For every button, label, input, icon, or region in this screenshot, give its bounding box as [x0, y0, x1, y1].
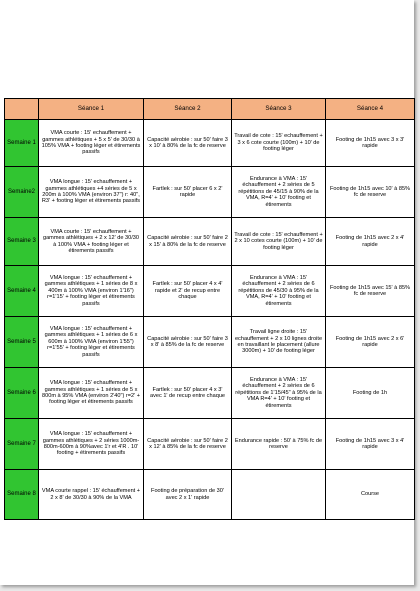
- table-cell: Travail de cote : 15' echauffement + 2 x 10 cotes courte (100m) + 10' de footing léger: [232, 218, 326, 266]
- table-row: [5, 266, 415, 317]
- table-cell: Fartlek : sur 50' placer 4 x 3' avec 1' de recup entre chaque: [144, 368, 232, 419]
- table-cell: VMA longue : 15' echauffement + gammes athlétiques + 2 séries 1000m-800m-600m à 90%avec 1'r et 4'R . 10' footing + étirements passifs: [39, 419, 144, 470]
- table-row: [5, 419, 415, 470]
- week-label: Semaine 7: [5, 419, 39, 470]
- week-label: Semaine 5: [5, 317, 39, 368]
- week-label: Semaine 8: [5, 470, 39, 520]
- table-cell: VMA longue : 15' echauffement + gammes athlétiques + 1 séries de 5 x 800m à 95% VMA (environ 2'40") r=2' + footing léger et étirements passifs: [39, 368, 144, 419]
- table-cell: Footing de 1h: [326, 368, 415, 419]
- table-row: [5, 167, 415, 218]
- table-cell: Fartlek : sur 50' placer 4 x 4' rapide et 2' de recup entre chaque: [144, 266, 232, 317]
- week-label: Semaine 4: [5, 266, 39, 317]
- table-cell: Course: [326, 470, 415, 520]
- table-cell: Travail de cote : 15' echauffement + 3 x 6 cote courte (100m) + 10' de footing léger: [232, 120, 326, 167]
- table-cell: VMA longue : 15' echauffement + gammes athlétiques + 1 séries de 8 x 400m à 100% VMA (environ 1'16") r=1'15' + footing léger et étirements passifs: [39, 266, 144, 317]
- table-cell: Travail ligne droite : 15' echauffement + 2 x 10 lignes droite en travaillant le placement (allure 3000m) + 10' de footing léger: [232, 317, 326, 368]
- table-cell: VMA courte : 15' echauffement + gammes athlétiques + 2 x 12' de 30/30 à 100% VMA + footing léger et étirements passifs: [39, 218, 144, 266]
- header-seance-2: Séance 2: [144, 99, 232, 120]
- table-row: [5, 317, 415, 368]
- table-row: [5, 470, 415, 520]
- table-row: [5, 120, 415, 167]
- table-cell: Endurance à VMA : 15' échauffement + 2 séries de 6 répétitions de 1'15/45" à 95% de la VMA R=4' + 10' footing et étirements: [232, 368, 326, 419]
- table-cell: [232, 470, 326, 520]
- table-cell: Capacité aérobie : sur 50' faire 3 x 10' à 80% de la fc de reserve: [144, 120, 232, 167]
- week-label: Semaine 6: [5, 368, 39, 419]
- table-cell: Footing de 1h15 avec 3 x 4' rapide: [326, 419, 415, 470]
- week-label: Semaine 1: [5, 120, 39, 167]
- week-label: Semaine 3: [5, 218, 39, 266]
- table-cell: Endurance à VMA : 15' échauffement + 2 séries de 5 répétitions de 45/15 à 90% de la VMA, R=4' + 10' footing et étirements: [232, 167, 326, 218]
- header-seance-3: Séance 3: [232, 99, 326, 120]
- table-cell: Capacité aérobie : sur 50' faire 2 x 12' à 85% de la fc de reserve: [144, 419, 232, 470]
- table-cell: Capacité aérobie : sur 50' faire 3 x 8' à 85% de la fc de reserve: [144, 317, 232, 368]
- table-cell: VMA longue : 15' echauffement + gammes athlétiques + 1 séries de 6 x 600m à 100% VMA (environ 1'55") r=1'55' + footing léger et étirements passifs: [39, 317, 144, 368]
- table-cell: Footing de 1h15 avec 2 x 4' rapide: [326, 218, 415, 266]
- table-cell: VMA courte rappel : 15' échauffement + 2 x 8' de 30/30 à 90% de la VMA: [39, 470, 144, 520]
- header-seance-1: Séance 1: [39, 99, 144, 120]
- table-cell: Footing de préparation de 30' avec 2 x 1' rapide: [144, 470, 232, 520]
- header-corner-cell: [5, 99, 39, 120]
- table-cell: VMA longue : 15' echauffement + gammes athlétiques +4 séries de 5 x 200m à 100% VMA (environ 37") r: 40", R3' + footing léger et étirements passifs: [39, 167, 144, 218]
- week-label: Semaine2: [5, 167, 39, 218]
- table-cell: Fartlek : sur 50' placer 6 x 2' rapide: [144, 167, 232, 218]
- training-plan-table: [4, 98, 415, 520]
- table-cell: Capacité aérobie : sur 50' faire 2 x 15' à 80% de la fc de reserve: [144, 218, 232, 266]
- table-cell: Endurance à VMA : 15' échauffement + 2 séries de 6 répétitions de 45/30 à 95% de la VMA, R=4' + 10' footing et étirements: [232, 266, 326, 317]
- table-row: [5, 218, 415, 266]
- header-row: [5, 99, 415, 120]
- table-cell: Footing de 1h15 avec 3 x 3' rapide: [326, 120, 415, 167]
- table-row: [5, 368, 415, 419]
- header-seance-4: Séance 4: [326, 99, 415, 120]
- table-cell: Footing de 1h15 avec 10' à 85% fc de reserve: [326, 167, 415, 218]
- table-cell: Footing de 1h15 avec 2 x 6' rapide: [326, 317, 415, 368]
- table-cell: Footing de 1h15 avec 15' à 85% fc de reserve: [326, 266, 415, 317]
- table-cell: Endurance rapide : 50' à 75% fc de reserve: [232, 419, 326, 470]
- table-cell: VMA courte : 15' echauffement + gammes athlétiques + 5 x 5' de 30/30 à 105% VMA + footing léger et étirements passifs: [39, 120, 144, 167]
